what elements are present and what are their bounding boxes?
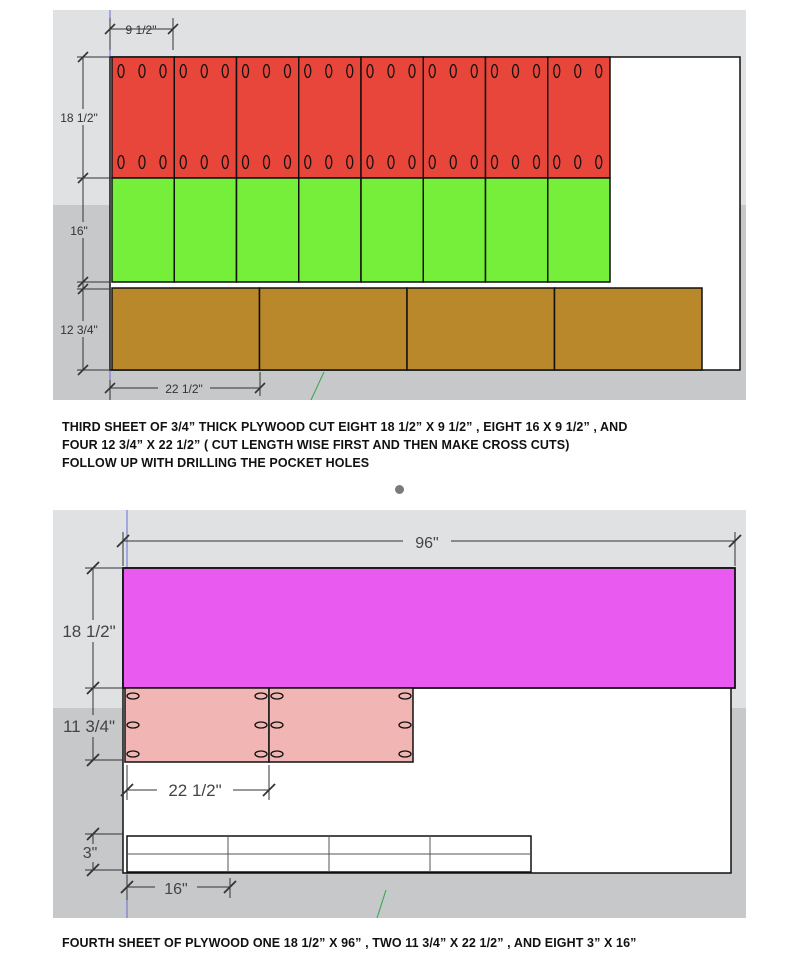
dim-pink-width-label: 22 1/2" — [168, 781, 222, 800]
brown-piece — [555, 288, 703, 370]
dim-left-pink-label: 11 3/4" — [62, 717, 116, 736]
green-pieces-row — [112, 178, 610, 282]
brown-piece — [112, 288, 260, 370]
strip-pieces-row — [127, 836, 531, 872]
pink-piece — [125, 688, 269, 762]
dim-strip-width-label: 16" — [164, 881, 188, 898]
magenta-piece — [123, 568, 735, 688]
dim-top-width-label: 96" — [415, 535, 439, 552]
dim-left-brown-label: 12 3/4" — [60, 323, 98, 337]
fourth-sheet-caption: FOURTH SHEET OF PLYWOOD ONE 18 1/2” X 96” , TWO 11 3/4” X 22 1/2” , AND EIGHT 3” X 16” — [62, 936, 637, 950]
page-indicator-dot — [395, 485, 404, 494]
dim-left-red-label: 18 1/2" — [60, 111, 98, 125]
green-piece — [237, 178, 299, 282]
caption-line: FOLLOW UP WITH DRILLING THE POCKET HOLES — [62, 456, 370, 470]
brown-piece — [407, 288, 555, 370]
green-piece — [112, 178, 174, 282]
dim-left-green-label: 16" — [70, 224, 88, 238]
green-piece — [174, 178, 236, 282]
green-piece — [423, 178, 485, 282]
dim-left-strip-label: 3" — [82, 845, 98, 862]
green-piece — [361, 178, 423, 282]
green-piece — [486, 178, 548, 282]
pink-piece — [269, 688, 413, 762]
brown-pieces-row — [112, 288, 702, 370]
dim-left-magenta-label: 18 1/2" — [62, 622, 116, 641]
dim-top-width-label: 9 1/2" — [125, 23, 157, 37]
dim-bottom-width-label: 22 1/2" — [165, 382, 203, 396]
caption-line: FOUR 12 3/4” X 22 1/2” ( CUT LENGTH WISE FIRST AND THEN MAKE CROSS CUTS) — [62, 438, 570, 452]
brown-piece — [260, 288, 408, 370]
green-piece — [299, 178, 361, 282]
third-sheet-diagram — [53, 10, 746, 400]
green-piece — [548, 178, 610, 282]
caption-line: THIRD SHEET OF 3/4” THICK PLYWOOD CUT EIGHT 18 1/2” X 9 1/2” , EIGHT 16 X 9 1/2” , AND — [62, 420, 628, 434]
pink-pieces-row — [125, 688, 413, 762]
third-sheet-caption — [62, 418, 762, 472]
red-pieces-row — [112, 57, 610, 178]
fourth-sheet-diagram — [53, 510, 746, 918]
